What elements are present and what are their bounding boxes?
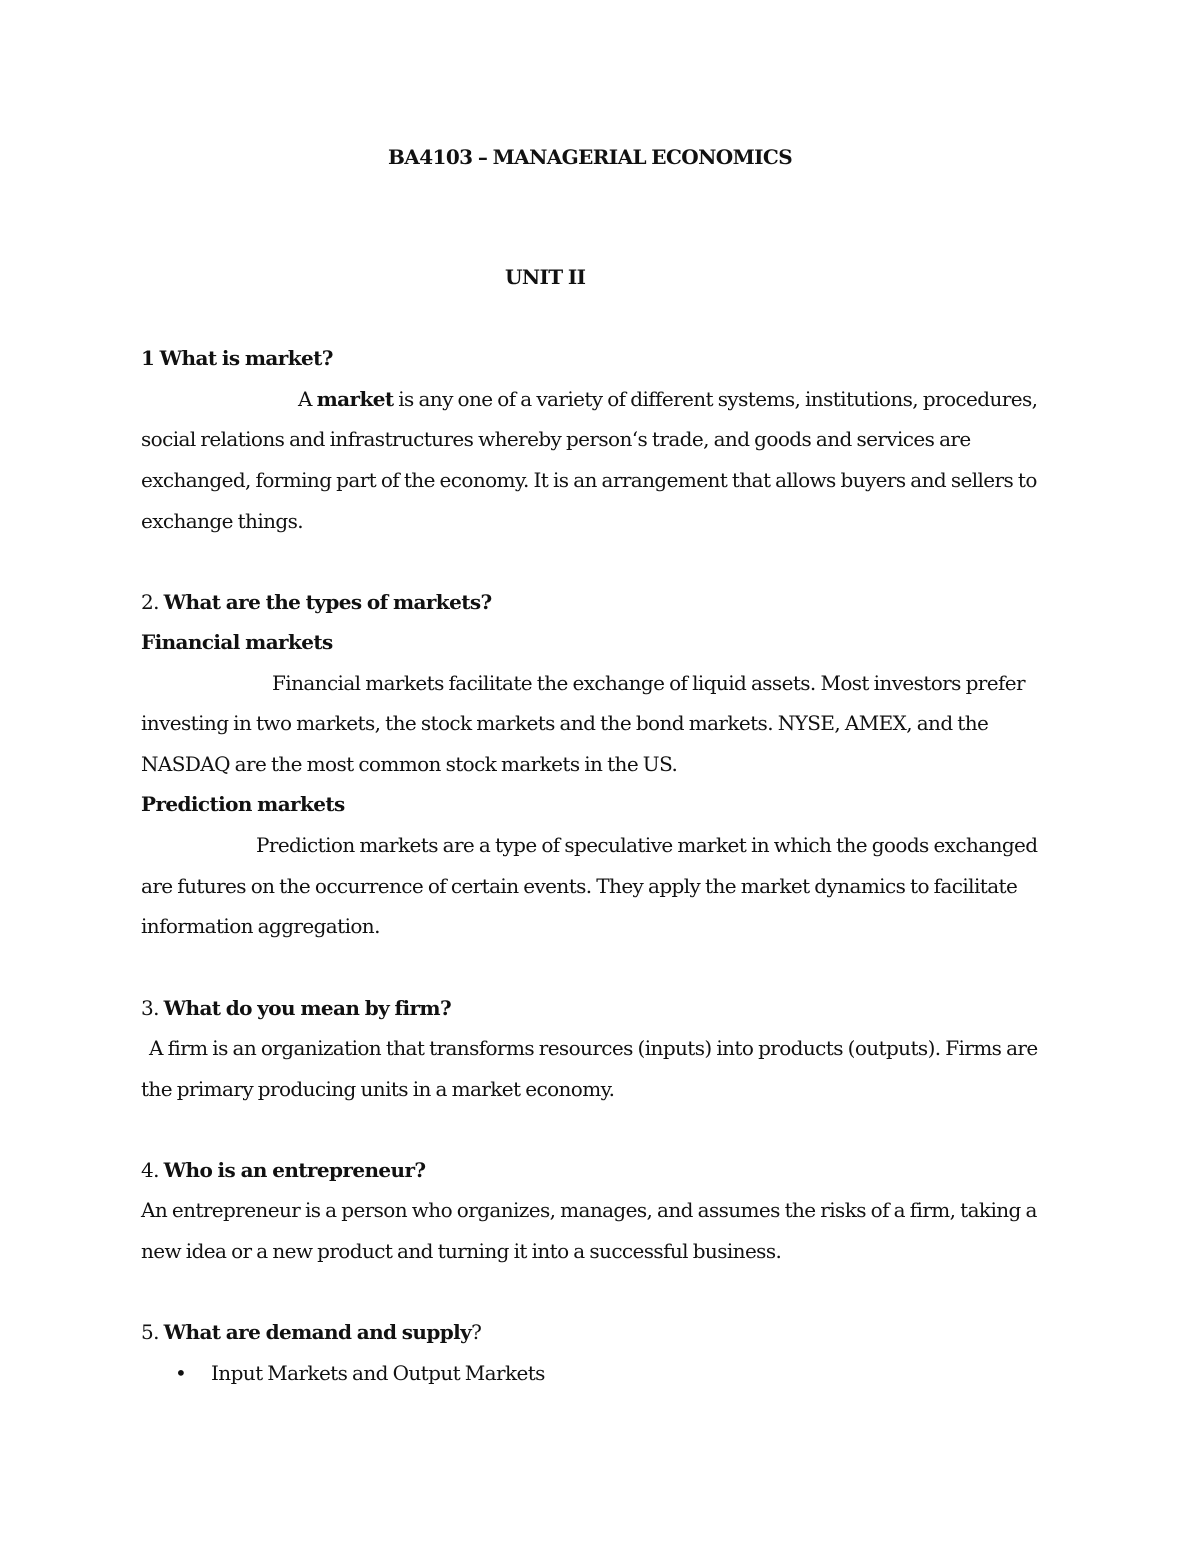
question-5-heading-text: What are demand and supply (163, 1320, 472, 1344)
prediction-markets-heading-text: Prediction markets (141, 792, 345, 816)
bullet-item-1: Input Markets and Output Markets (211, 1361, 545, 1385)
answer-1-line-3: exchanged, forming part of the economy. It is an arrangement that allows buyers and sellers to (141, 468, 1037, 492)
question-5-number: 5. (141, 1320, 164, 1344)
question-1-heading-text: 1 What is market? (141, 346, 333, 370)
bullet-icon: • (175, 1361, 187, 1385)
answer-4-line-2: new idea or a new product and turning it into a successful business. (141, 1239, 782, 1263)
question-5-heading-end: ? (471, 1320, 482, 1344)
financial-markets-heading (141, 630, 333, 654)
question-3-number: 3. (141, 996, 164, 1020)
document-title: BA4103 – MANAGERIAL ECONOMICS (388, 145, 793, 169)
prediction-markets-line-2: are futures on the occurrence of certain events. They apply the market dynamics to facilitate (141, 874, 1018, 898)
question-4-heading-text: Who is an entrepreneur? (163, 1158, 426, 1182)
prediction-markets-line-1: Prediction markets are a type of speculative market in which the goods exchanged (256, 833, 1038, 857)
question-2-heading (141, 590, 492, 614)
answer-1-line-4: exchange things. (141, 509, 304, 533)
answer-1-line-1 (298, 387, 1037, 411)
question-1-heading (141, 346, 333, 370)
answer-1-line-1-start: A (298, 387, 317, 411)
answer-1-keyword: market (316, 387, 394, 411)
question-3-heading (141, 996, 451, 1020)
financial-markets-line-1: Financial markets facilitate the exchange of liquid assets. Most investors prefer (272, 671, 1025, 695)
question-3-heading-text: What do you mean by firm? (163, 996, 452, 1020)
answer-1-line-2: social relations and infrastructures whereby person‘s trade, and goods and services are (141, 427, 971, 451)
answer-1-line-1-end: is any one of a variety of different systems, institutions, procedures, (393, 387, 1038, 411)
answer-4-line-1: An entrepreneur is a person who organizes, manages, and assumes the risks of a firm, taking a (141, 1198, 1037, 1222)
prediction-markets-line-3: information aggregation. (141, 914, 380, 938)
financial-markets-line-2: investing in two markets, the stock markets and the bond markets. NYSE, AMEX, and the (141, 711, 989, 735)
prediction-markets-heading (141, 792, 345, 816)
answer-3-line-2: the primary producing units in a market economy. (141, 1077, 615, 1101)
question-2-number: 2. (141, 590, 164, 614)
question-5-heading (141, 1320, 481, 1344)
question-4-number: 4. (141, 1158, 164, 1182)
unit-heading: UNIT II (505, 265, 586, 289)
financial-markets-heading-text: Financial markets (141, 630, 333, 654)
answer-3-line-1: A firm is an organization that transforms resources (inputs) into products (outputs). Firms are (149, 1036, 1038, 1060)
question-4-heading (141, 1158, 426, 1182)
financial-markets-line-3: NASDAQ are the most common stock markets in the US. (141, 752, 678, 776)
question-2-heading-text: What are the types of markets? (163, 590, 492, 614)
